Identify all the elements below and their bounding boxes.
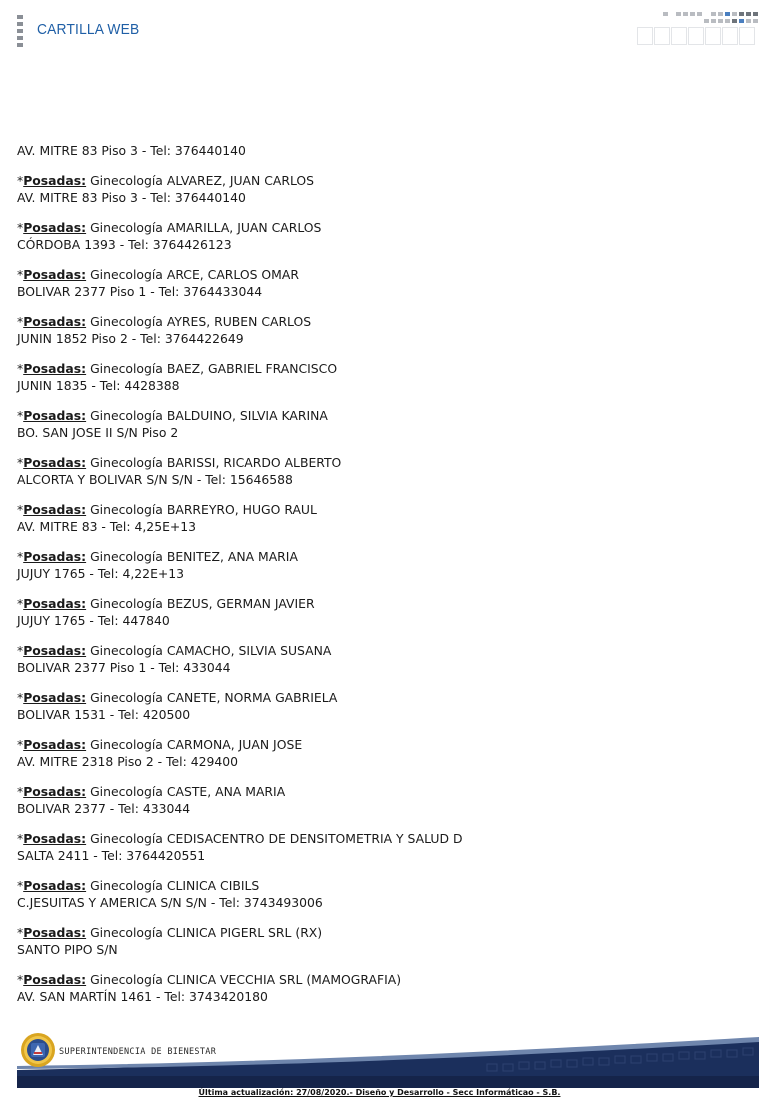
entry-address: CÓRDOBA 1393 - Tel: 3764426123 [17, 237, 232, 252]
entry-specialty-name: Ginecología CASTE, ANA MARIA [90, 784, 286, 799]
entry-address: JUJUY 1765 - Tel: 447840 [17, 613, 170, 628]
footer-wave-banner [17, 1036, 759, 1088]
entry-title-line: *Posadas: Ginecología CAMACHO, SILVIA SUSANA [17, 643, 332, 658]
list-item [17, 689, 737, 723]
list-item [17, 360, 737, 394]
header-stripe-icon [17, 15, 23, 47]
entry-title-line: *Posadas: Ginecología AYRES, RUBEN CARLOS [17, 314, 312, 329]
entry-city: Posadas: [23, 643, 87, 658]
entry-specialty-name: Ginecología BARREYRO, HUGO RAUL [90, 502, 317, 517]
entry-address: SALTA 2411 - Tel: 3764420551 [17, 848, 206, 863]
entry-specialty-name: Ginecología ARCE, CARLOS OMAR [90, 267, 299, 282]
intro-address: AV. MITRE 83 Piso 3 - Tel: 376440140 [17, 143, 246, 158]
page-title: CARTILLA WEB [37, 21, 140, 38]
entry-address: JUJUY 1765 - Tel: 4,22E+13 [17, 566, 185, 581]
entry-title-line: *Posadas: Ginecología AMARILLA, JUAN CARLOS [17, 220, 322, 235]
entry-city: Posadas: [23, 925, 87, 940]
list-item [17, 501, 737, 535]
entry-city: Posadas: [23, 972, 87, 987]
entry-title-line: *Posadas: Ginecología CARMONA, JUAN JOSE [17, 737, 303, 752]
list-item [17, 313, 737, 347]
entry-specialty-name: Ginecología BALDUINO, SILVIA KARINA [90, 408, 328, 423]
entry-city: Posadas: [23, 690, 87, 705]
entry-city: Posadas: [23, 220, 87, 235]
list-item [17, 407, 737, 441]
entry-city: Posadas: [23, 596, 87, 611]
entry-specialty-name: Ginecología CLINICA CIBILS [90, 878, 260, 893]
list-item [17, 266, 737, 300]
entry-address: JUNIN 1835 - Tel: 4428388 [17, 378, 180, 393]
entry-specialty-name: Ginecología BENITEZ, ANA MARIA [90, 549, 298, 564]
entry-city: Posadas: [23, 361, 87, 376]
superintendencia-logo-icon [20, 1032, 56, 1068]
list-item [17, 971, 737, 1005]
entry-specialty-name: Ginecología CAMACHO, SILVIA SUSANA [90, 643, 332, 658]
entry-address: AV. SAN MARTÍN 1461 - Tel: 3743420180 [17, 989, 268, 1004]
entry-specialty-name: Ginecología BEZUS, GERMAN JAVIER [90, 596, 315, 611]
entry-city: Posadas: [23, 455, 87, 470]
intro-address-block [17, 142, 737, 159]
entry-city: Posadas: [23, 784, 87, 799]
entry-title-line: *Posadas: Ginecología BALDUINO, SILVIA KARINA [17, 408, 328, 423]
entry-specialty-name: Ginecología BAEZ, GABRIEL FRANCISCO [90, 361, 338, 376]
entry-specialty-name: Ginecología AYRES, RUBEN CARLOS [90, 314, 312, 329]
list-item [17, 877, 737, 911]
entry-address: BO. SAN JOSE II S/N Piso 2 [17, 425, 179, 440]
entry-address: SANTO PIPO S/N [17, 942, 118, 957]
entry-address: C.JESUITAS Y AMERICA S/N S/N - Tel: 3743493006 [17, 895, 323, 910]
entry-city: Posadas: [23, 878, 87, 893]
entry-city: Posadas: [23, 267, 87, 282]
entry-city: Posadas: [23, 314, 87, 329]
entry-specialty-name: Ginecología CANETE, NORMA GABRIELA [90, 690, 338, 705]
list-item [17, 924, 737, 958]
entry-city: Posadas: [23, 408, 87, 423]
list-item [17, 783, 737, 817]
list-item [17, 548, 737, 582]
entry-city: Posadas: [23, 502, 87, 517]
entry-address: BOLIVAR 2377 Piso 1 - Tel: 3764433044 [17, 284, 263, 299]
entry-address: AV. MITRE 83 Piso 3 - Tel: 376440140 [17, 190, 246, 205]
list-item [17, 219, 737, 253]
list-item [17, 595, 737, 629]
list-item [17, 642, 737, 676]
entry-title-line: *Posadas: Ginecología ARCE, CARLOS OMAR [17, 267, 299, 282]
entry-specialty-name: Ginecología ALVAREZ, JUAN CARLOS [90, 173, 315, 188]
entry-title-line: *Posadas: Ginecología CLINICA VECCHIA SRL (MAMOGRAFIA) [17, 972, 402, 987]
footer-update-note: Última actualización: 27/08/2020.- Diseño y Desarrollo - Secc Informáticao - S.B. [198, 1088, 561, 1097]
entry-address: ALCORTA Y BOLIVAR S/N S/N - Tel: 15646588 [17, 472, 293, 487]
list-item [17, 454, 737, 488]
list-item [17, 736, 737, 770]
entry-title-line: *Posadas: Ginecología ALVAREZ, JUAN CARLOS [17, 173, 315, 188]
decorative-squares-icon [634, 10, 759, 50]
entry-title-line: *Posadas: Ginecología CLINICA PIGERL SRL (RX) [17, 925, 323, 940]
entry-title-line: *Posadas: Ginecología BARISSI, RICARDO ALBERTO [17, 455, 342, 470]
entry-address: BOLIVAR 2377 Piso 1 - Tel: 433044 [17, 660, 231, 675]
entry-title-line: *Posadas: Ginecología CEDISACENTRO DE DENSITOMETRIA Y SALUD D [17, 831, 463, 846]
entry-city: Posadas: [23, 737, 87, 752]
entry-specialty-name: Ginecología BARISSI, RICARDO ALBERTO [90, 455, 342, 470]
entry-address: JUNIN 1852 Piso 2 - Tel: 3764422649 [17, 331, 244, 346]
footer-org-name: SUPERINTENDENCIA DE BIENESTAR [59, 1047, 217, 1057]
entry-city: Posadas: [23, 831, 87, 846]
entry-address: BOLIVAR 1531 - Tel: 420500 [17, 707, 191, 722]
entry-title-line: *Posadas: Ginecología BARREYRO, HUGO RAUL [17, 502, 317, 517]
entry-title-line: *Posadas: Ginecología BEZUS, GERMAN JAVIER [17, 596, 315, 611]
entry-address: AV. MITRE 2318 Piso 2 - Tel: 429400 [17, 754, 238, 769]
entry-address: AV. MITRE 83 - Tel: 4,25E+13 [17, 519, 197, 534]
entry-specialty-name: Ginecología CLINICA VECCHIA SRL (MAMOGRAFIA) [90, 972, 402, 987]
entry-title-line: *Posadas: Ginecología BAEZ, GABRIEL FRANCISCO [17, 361, 338, 376]
entry-specialty-name: Ginecología CEDISACENTRO DE DENSITOMETRIA Y SALUD D [90, 831, 463, 846]
entry-city: Posadas: [23, 549, 87, 564]
list-item [17, 830, 737, 864]
entry-title-line: *Posadas: Ginecología CLINICA CIBILS [17, 878, 260, 893]
list-item [17, 172, 737, 206]
entry-specialty-name: Ginecología CLINICA PIGERL SRL (RX) [90, 925, 323, 940]
entry-city: Posadas: [23, 173, 87, 188]
entry-specialty-name: Ginecología CARMONA, JUAN JOSE [90, 737, 303, 752]
entry-title-line: *Posadas: Ginecología CANETE, NORMA GABRIELA [17, 690, 338, 705]
provider-list [17, 142, 737, 1018]
entry-specialty-name: Ginecología AMARILLA, JUAN CARLOS [90, 220, 322, 235]
entry-address: BOLIVAR 2377 - Tel: 433044 [17, 801, 191, 816]
entry-title-line: *Posadas: Ginecología BENITEZ, ANA MARIA [17, 549, 298, 564]
entry-title-line: *Posadas: Ginecología CASTE, ANA MARIA [17, 784, 286, 799]
